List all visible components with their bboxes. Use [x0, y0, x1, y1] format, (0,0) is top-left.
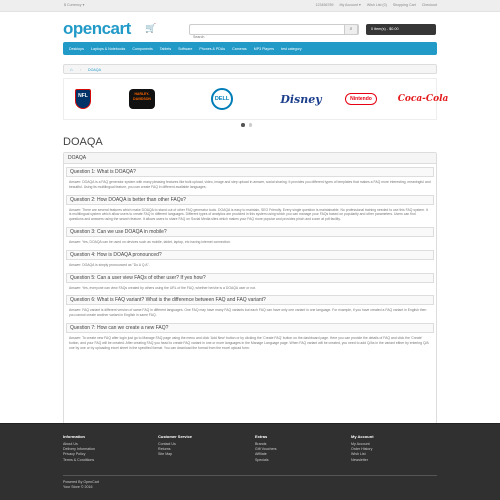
faq-question[interactable]: Question 7: How can we create a new FAQ?: [66, 323, 434, 333]
faq-question[interactable]: Question 1: What is DOAQA?: [66, 167, 434, 177]
faq-panel: [63, 152, 437, 436]
search-box: [189, 24, 359, 35]
page-title: DOAQA: [63, 136, 103, 148]
breadcrumb-separator: ›: [80, 67, 82, 72]
footer-column-title: Information: [63, 434, 85, 439]
checkout-link[interactable]: Checkout: [421, 3, 437, 7]
category-menu: [63, 42, 437, 55]
carousel-dot[interactable]: [249, 123, 253, 127]
search-button[interactable]: [344, 24, 358, 35]
menu-item-test-category[interactable]: test category: [281, 46, 302, 51]
footer-link[interactable]: Contact Us: [158, 442, 176, 446]
faq-panel-heading: DOAQA: [64, 153, 436, 164]
faq-answer: Answer: DOAQA is a FAQ generator system with many pleasing features like bulk upload, video, image and step upload in answer, social sharing. It provides you different types of templates that makes a FAQ more interesting, meaningful and beautiful. Using its multilingual feature, you can create FAQ in different available languages.: [69, 180, 431, 189]
disney-wordmark: Disney: [280, 92, 322, 106]
faq-question[interactable]: Question 3: Can we use DOAQA in mobile?: [66, 227, 434, 237]
faq-question[interactable]: Question 4: How is DOAQA pronounced?: [66, 250, 434, 260]
faq-question[interactable]: Question 5: Can a user view FAQs of other user? If yes how?: [66, 273, 434, 283]
brand-logo-disney[interactable]: [278, 88, 324, 110]
phone-link[interactable]: 123456789: [315, 3, 334, 7]
menu-item-phones[interactable]: Phones & PDAs: [199, 46, 226, 51]
search-icon: ⌕: [349, 26, 353, 32]
footer-link[interactable]: Privacy Policy: [63, 452, 86, 457]
brand-logo-harley[interactable]: [128, 88, 156, 110]
cart-logo-icon: 🛒: [145, 23, 157, 33]
footer-link[interactable]: Order History: [351, 447, 373, 452]
menu-item-tablets[interactable]: Tablets: [159, 46, 172, 51]
footer-column-information: [63, 434, 95, 463]
brand-logo-nintendo[interactable]: [343, 88, 379, 110]
footer-link[interactable]: Site Map: [158, 452, 173, 457]
footer-link[interactable]: Terms & Conditions: [63, 457, 95, 462]
faq-question[interactable]: Question 6: What is FAQ variant? What is the difference between FAQ and FAQ variant?: [66, 295, 434, 305]
menu-item-software[interactable]: Software: [178, 46, 193, 51]
footer-column-my-account: [351, 434, 374, 463]
footer-link[interactable]: Newsletter: [351, 457, 368, 462]
faq-answer: Answer: Yes, DOAQA can be used on devices such as mobile, tablet, laptop, etc having internet connection.: [69, 239, 231, 244]
breadcrumb: [63, 64, 437, 74]
footer-link[interactable]: Returns: [158, 447, 171, 452]
site-footer: [0, 423, 500, 500]
brand-logo-nfl[interactable]: [72, 88, 94, 110]
brand-logo-dell[interactable]: [210, 88, 234, 110]
breadcrumb-current[interactable]: DOAQA: [88, 67, 101, 72]
search-input[interactable]: [190, 33, 340, 42]
harley-badge: HARLEY-DAVIDSON: [129, 89, 155, 109]
menu-item-mp3[interactable]: MP3 Players: [253, 46, 275, 51]
carousel-pagination: [241, 123, 252, 127]
dell-ring: DELL: [211, 88, 233, 110]
footer-column-extras: [255, 434, 277, 463]
powered-by-text[interactable]: Powered By OpenCart: [63, 480, 99, 484]
footer-link[interactable]: About Us: [63, 442, 78, 446]
home-icon[interactable]: ⌂: [70, 67, 73, 72]
menu-item-components[interactable]: Components: [132, 46, 153, 51]
footer-column-customer-service: [158, 434, 192, 458]
top-bar: [0, 0, 500, 12]
logo-text: opencart: [63, 19, 131, 38]
top-links: [315, 3, 437, 7]
menu-item-cameras[interactable]: Cameras: [232, 46, 247, 51]
brand-carousel: [63, 78, 449, 120]
footer-column-title: Extras: [255, 434, 268, 439]
my-account-link[interactable]: My Account ▾: [339, 3, 361, 7]
faq-answer: Answer: Yes, everyone can view FAQs created by others using the URL of the FAQ, whether he/she is a DOAQA user or not.: [69, 285, 257, 290]
footer-link[interactable]: Affiliate: [255, 452, 267, 457]
footer-column-title: Customer Service: [158, 434, 193, 439]
nintendo-wordmark: Nintendo: [345, 93, 377, 105]
footer-link[interactable]: Specials: [255, 457, 269, 462]
menu-item-laptops[interactable]: Laptops & Notebooks: [90, 46, 126, 51]
cart-button-label: 0 item(s) - $0.00: [371, 27, 399, 31]
cart-button[interactable]: [366, 24, 436, 35]
footer-link[interactable]: Delivery Information: [63, 447, 95, 452]
footer-link[interactable]: My Account: [351, 442, 370, 446]
store-logo[interactable]: [63, 19, 158, 39]
footer-divider: [63, 475, 437, 476]
footer-link[interactable]: Wish List: [351, 452, 366, 457]
carousel-dot[interactable]: [241, 123, 245, 127]
footer-column-title: My Account: [351, 434, 374, 439]
footer-link[interactable]: Gift Vouchers: [255, 447, 277, 452]
menu-item-desktops[interactable]: Desktops: [69, 46, 84, 51]
nfl-shield: NFL: [75, 89, 91, 109]
currency-dropdown[interactable]: $ Currency ▾: [64, 3, 85, 7]
faq-answer: Answer: DOAQA is simply pronounced as "Do A Q A".: [69, 262, 150, 267]
faq-answer: Answer: To create new FAQ after login just go to Manage FAQ page using the menu and click 'Add New' button or by clicking the 'Create FAQ' button on the dashboard page. Here you can provide the details of FAQ and click the 'Create' button, and your FAQ will be created. After creating FAQ you head to create FAQ variant in one or more languages in the Manage Language page. When FAQ variant will be created, you need to add Q/As in the variant either by entering Q/A one by one or by uploading excel sheet in the specified format. You can download the format from the excel upload form.: [69, 335, 429, 350]
faq-answer: Answer: FAQ variant is different version of same FAQ in different languages. One FAQ may have many FAQ variants but each FAQ can have only one variant in one language. For example, if you have created a FAQ variant in English then you cannot create another variant in English in same FAQ.: [69, 308, 427, 318]
faq-answer: Answer: There are several features which make DOAQA to stand out of other FAQ generator tools. DOAQA is easy to maintain, SEO Friendly. Every single question is maintainable. No professional training needed to use this FAQ system. It is multilingual system which allow users to create FAQ in different languages. Different types of analytics are provided in this system using which you can manage your FAQs based on popularity and other parameters. Users can find questions and answers using the search feature. It allows users to share FAQ on Social Media sites which makes your FAQ more popular and provides pinch and zoom at pdf facility.: [69, 207, 428, 222]
brand-logo-coca-cola[interactable]: [397, 88, 449, 110]
store-copyright-text: Your Store © 2016: [63, 485, 93, 490]
footer-copyright: [63, 480, 99, 490]
wish-list-link[interactable]: Wish List (0): [366, 3, 387, 7]
shopping-cart-link[interactable]: Shopping Cart: [392, 3, 416, 7]
coca-cola-wordmark: Coca-Cola: [397, 94, 449, 104]
faq-question[interactable]: Question 2: How DOAQA is better than other FAQs?: [66, 195, 434, 205]
footer-link[interactable]: Brands: [255, 442, 267, 446]
faq-list: [66, 167, 434, 352]
